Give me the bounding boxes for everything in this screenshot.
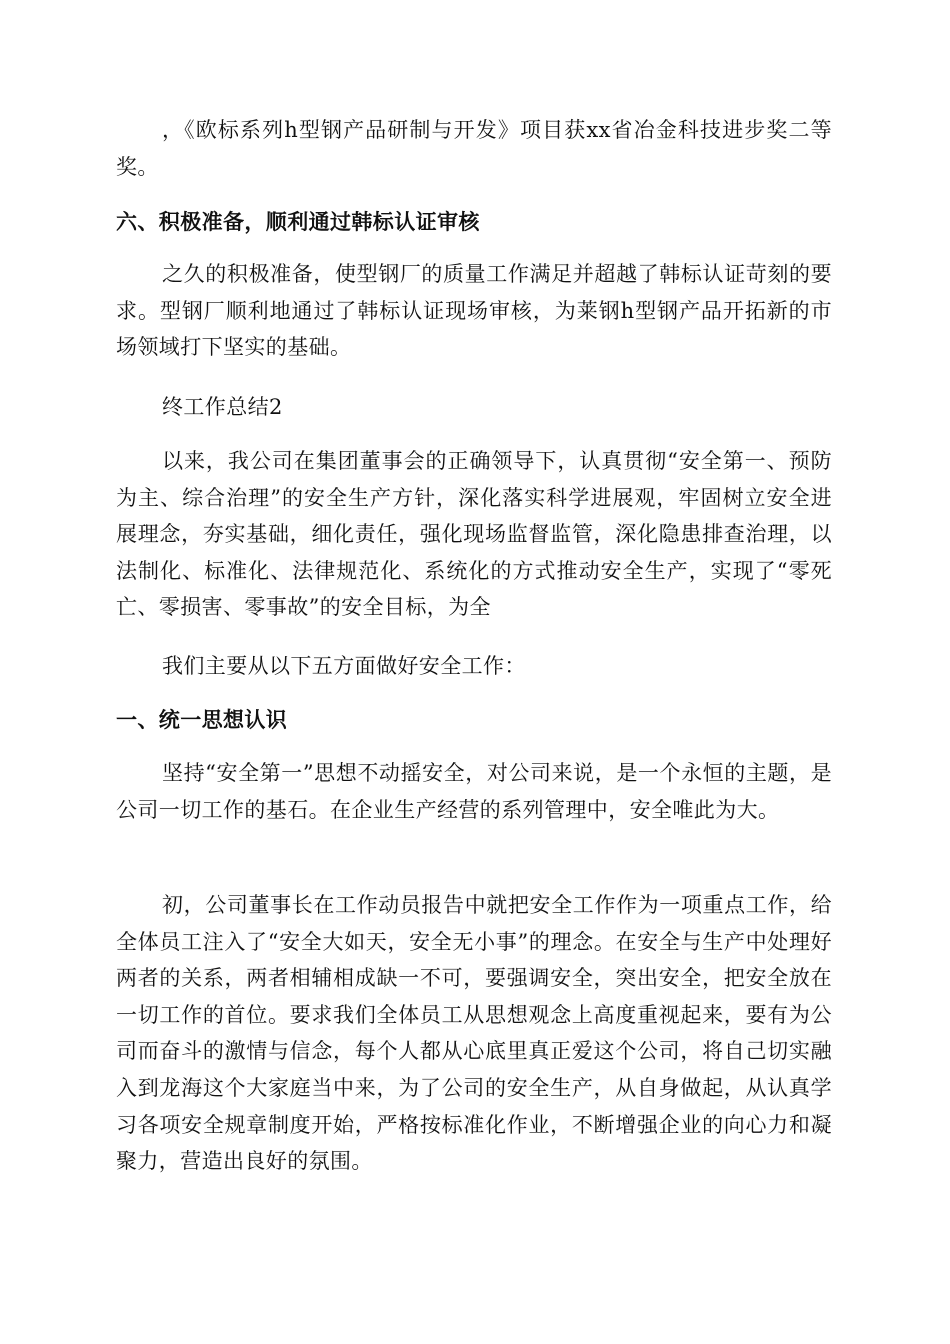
section-heading-six: 六、积极准备，顺利通过韩标认证审核 [116, 210, 480, 234]
paragraph-award: ，《欧标系列h型钢产品研制与开发》项目获xx省冶金科技进步奖二等奖。 [116, 118, 832, 179]
paragraph-safety-first: 坚持“安全第一”思想不动摇安全，对公司来说，是一个永恒的主题，是公司一切工作的基石。在企业生产经营的系列管理中，安全唯此为大。 [116, 761, 832, 822]
paragraph-korean-cert: 之久的积极准备，使型钢厂的质量工作满足并超越了韩标认证苛刻的要求。型钢厂顺利地通过了韩标认证现场审核，为莱钢h型钢产品开拓新的市场领域打下坚实的基础。 [116, 262, 832, 360]
paragraph-five-aspects: 我们主要从以下五方面做好安全工作： [162, 654, 526, 678]
section-heading-one: 一、统一思想认识 [116, 708, 288, 732]
paragraph-chairman-report: 初，公司董事长在工作动员报告中就把安全工作作为一项重点工作，给全体员工注入了“安全大如天，安全无小事”的理念。在安全与生产中处理好两者的关系，两者相辅相成缺一不可，要强调安全，突出安全，把安全放在一切工作的首位。要求我们全体员工从思想观念上高度重视起来，要有为公司而奋斗的激情与信念，每个人都从心底里真正爱这个公司，将自己切实融入到龙海这个大家庭当中来，为了公司的安全生产，从自身做起，从认真学习各项安全规章制度开始，严格按标准化作业，不断增强企业的向心力和凝聚力，营造出良好的氛围。 [116, 893, 832, 1174]
paragraph-summary-title: 终工作总结2 [162, 395, 283, 419]
paragraph-safety-overview: 以来，我公司在集团董事会的正确领导下，认真贯彻“安全第一、预防为主、综合治理”的安全生产方针，深化落实科学进展观，牢固树立安全进展理念，夯实基础，细化责任，强化现场监督监管，深化隐患排查治理，以法制化、标准化、法律规范化、系统化的方式推动安全生产，实现了“零死亡、零损害、零事故”的安全目标，为全 [116, 449, 832, 620]
